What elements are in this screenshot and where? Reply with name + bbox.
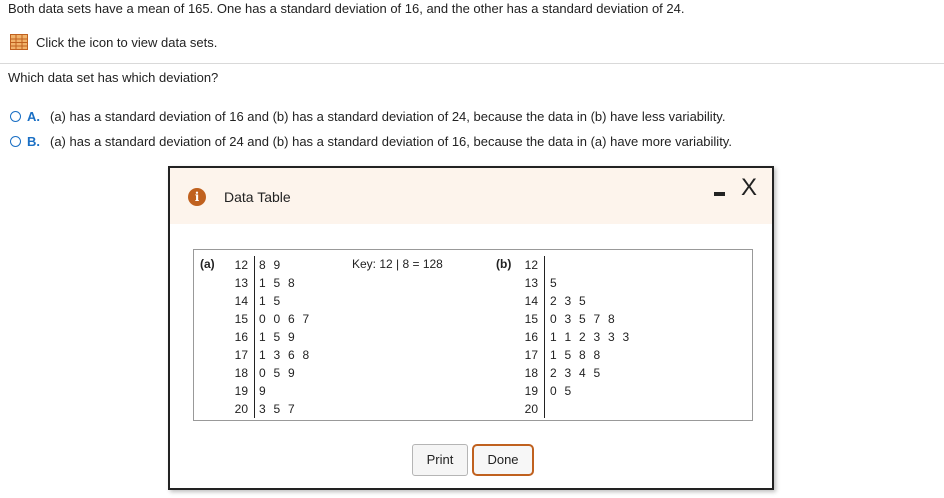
leaf: 1	[550, 348, 557, 362]
leaves-a-13	[259, 274, 303, 292]
modal-title: Data Table	[224, 189, 291, 205]
leaf: 5	[564, 384, 572, 398]
leaf: 1	[259, 348, 266, 362]
stem-leaf-table	[193, 249, 753, 421]
table-key: Key: 12 | 8 = 128	[352, 257, 443, 271]
leaf: 5	[550, 276, 557, 290]
stem-a-15: 15	[234, 312, 248, 326]
table-b-label: (b)	[496, 257, 512, 271]
leaf: 1	[259, 276, 266, 290]
stem-a-14: 14	[234, 294, 248, 308]
leaf: 5	[593, 366, 601, 380]
stem-a-18: 18	[234, 366, 248, 380]
leaves-a-14	[259, 292, 288, 310]
done-button[interactable]: Done	[472, 444, 534, 476]
stem-b-12: 12	[524, 258, 538, 272]
print-button[interactable]: Print	[412, 444, 468, 476]
option-a-text: (a) has a standard deviation of 16 and (b) has a standard deviation of 24, because the data in (b) have less variability.	[50, 109, 726, 124]
stem-b-15: 15	[524, 312, 538, 326]
leaf: 1	[564, 330, 572, 344]
stem-b-18: 18	[524, 366, 538, 380]
leaf: 0	[550, 384, 557, 398]
stem-a-20: 20	[234, 402, 248, 416]
leaf: 8	[259, 258, 266, 272]
leaf: 2	[550, 366, 557, 380]
stem-b-16: 16	[524, 330, 538, 344]
leaf: 5	[273, 276, 281, 290]
leaf: 2	[550, 294, 557, 308]
stem-a-16: 16	[234, 330, 248, 344]
leaf: 4	[579, 366, 586, 380]
leaf: 3	[622, 330, 630, 344]
leaves-b-16	[550, 328, 637, 346]
leaf: 5	[579, 294, 586, 308]
leaves-b-19	[550, 382, 579, 400]
option-a-letter: A.	[27, 109, 40, 124]
stem-b-17: 17	[524, 348, 538, 362]
data-table-icon[interactable]	[10, 34, 28, 50]
option-b-letter: B.	[27, 134, 40, 149]
stem-a-12: 12	[234, 258, 248, 272]
leaves-a-18	[259, 364, 303, 382]
leaf: 3	[564, 312, 572, 326]
question-text: Both data sets have a mean of 165. One has a standard deviation of 16, and the other has a standard deviation of 24.	[8, 1, 685, 16]
leaf: 3	[608, 330, 615, 344]
modal-header	[170, 168, 772, 224]
table-a-label: (a)	[200, 257, 215, 271]
leaf: 1	[550, 330, 557, 344]
stem-a-13: 13	[234, 276, 248, 290]
data-table-modal	[168, 166, 774, 490]
leaf: 5	[273, 402, 281, 416]
leaf: 0	[550, 312, 557, 326]
leaf: 3	[564, 366, 572, 380]
leaf: 0	[259, 366, 266, 380]
leaf: 1	[259, 330, 266, 344]
table-a-divider	[254, 256, 255, 418]
data-link-label: Click the icon to view data sets.	[36, 34, 218, 50]
leaf: 8	[579, 348, 586, 362]
leaves-a-15	[259, 310, 317, 328]
leaf: 3	[273, 348, 281, 362]
leaf: 3	[564, 294, 572, 308]
stem-b-13: 13	[524, 276, 538, 290]
leaves-a-16	[259, 328, 303, 346]
leaves-b-18	[550, 364, 608, 382]
stem-a-19: 19	[234, 384, 248, 398]
leaf: 6	[288, 312, 295, 326]
leaves-a-20	[259, 400, 303, 418]
leaves-b-13	[550, 274, 565, 292]
leaf: 0	[273, 312, 281, 326]
leaf: 7	[288, 402, 295, 416]
leaves-b-17	[550, 346, 608, 364]
leaf: 3	[593, 330, 601, 344]
leaf: 7	[302, 312, 310, 326]
minimize-button[interactable]	[712, 182, 728, 198]
leaf: 8	[288, 276, 295, 290]
stem-b-20: 20	[524, 402, 538, 416]
leaf: 9	[259, 384, 266, 398]
close-button[interactable]: X	[740, 174, 757, 201]
leaf: 1	[259, 294, 266, 308]
leaf: 7	[593, 312, 601, 326]
leaf: 8	[302, 348, 310, 362]
leaves-b-14	[550, 292, 594, 310]
leaf: 5	[273, 366, 281, 380]
leaf: 5	[273, 330, 281, 344]
leaves-b-15	[550, 310, 623, 328]
leaf: 9	[273, 258, 281, 272]
leaf: 5	[579, 312, 586, 326]
data-sets-link[interactable]	[10, 34, 217, 50]
leaf: 6	[288, 348, 295, 362]
leaf: 8	[608, 312, 615, 326]
question-prompt: Which data set has which deviation?	[8, 70, 219, 85]
table-b-divider	[544, 256, 545, 418]
leaf: 5	[273, 294, 281, 308]
stem-b-14: 14	[524, 294, 538, 308]
option-b-text: (a) has a standard deviation of 24 and (b) has a standard deviation of 16, because the data in (a) have more variability.	[50, 134, 732, 149]
leaf: 3	[259, 402, 266, 416]
leaves-a-19	[259, 382, 274, 400]
leaf: 5	[564, 348, 572, 362]
option-b[interactable]	[10, 134, 732, 149]
leaf: 9	[288, 366, 295, 380]
info-icon: i	[188, 188, 206, 206]
leaf: 0	[259, 312, 266, 326]
stem-b-19: 19	[524, 384, 538, 398]
divider	[0, 63, 944, 64]
leaf: 8	[593, 348, 601, 362]
leaves-a-12	[259, 256, 288, 274]
leaf: 9	[288, 330, 295, 344]
leaf: 2	[579, 330, 586, 344]
option-a[interactable]	[10, 109, 725, 124]
option-b-radio[interactable]	[10, 136, 21, 147]
stem-a-17: 17	[234, 348, 248, 362]
option-a-radio[interactable]	[10, 111, 21, 122]
leaves-a-17	[259, 346, 317, 364]
